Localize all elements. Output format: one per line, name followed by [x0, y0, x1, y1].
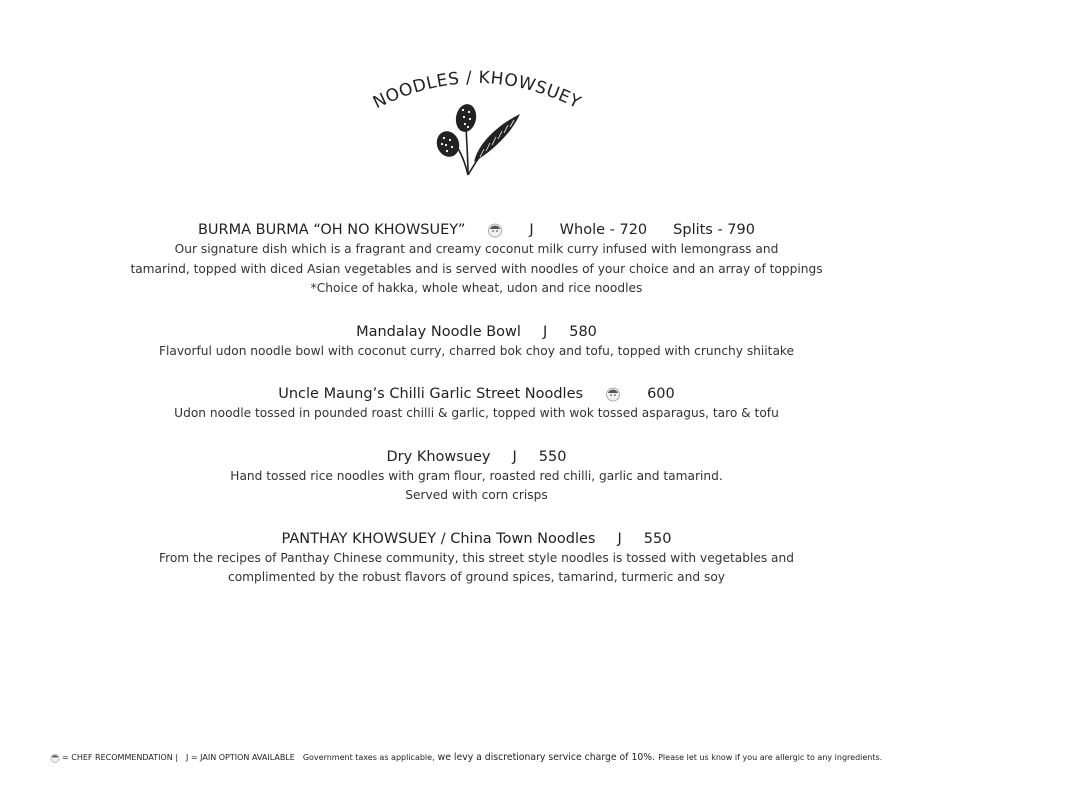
- item-price: 550: [643, 530, 672, 547]
- menu-item-title: [0, 447, 953, 467]
- leaf-branch-icon: [433, 102, 520, 175]
- menu-item-title: [0, 220, 953, 240]
- menu-item-title: [0, 384, 953, 404]
- jain-marker: J: [512, 448, 517, 465]
- section-title: NOODLES / KHOWSUEY: [370, 67, 585, 114]
- jain-marker: J: [542, 323, 548, 340]
- item-price: 580: [569, 323, 597, 340]
- jain-legend: J = JAIN OPTION AVAILABLE: [186, 753, 295, 762]
- item-description: Flavorful udon noodle bowl with coconut curry, charred bok choy and tofu, topped with crunchy shiitake: [158, 343, 795, 358]
- item-description: Our signature dish which is a fragrant and creamy coconut milk curry infused with lemongrass and: [174, 242, 779, 256]
- chef-recommendation-icon: [487, 222, 503, 238]
- menu-item-title: [0, 322, 953, 342]
- item-description: From the recipes of Panthay Chinese community, this street style noodles is tossed with vegetables and: [158, 550, 794, 565]
- menu-item: [0, 322, 953, 362]
- menu-item: [0, 220, 953, 299]
- tax-note: Government taxes as applicable,: [302, 753, 435, 762]
- menu-item: [0, 447, 953, 506]
- item-price-splits: Splits - 790: [673, 222, 755, 238]
- menu-list: [0, 220, 953, 611]
- item-name: Mandalay Noodle Bowl: [356, 323, 521, 340]
- menu-item-title: [0, 529, 953, 549]
- item-name: Uncle Maung’s Chilli Garlic Street Noodles: [278, 386, 584, 402]
- item-description: Hand tossed rice noodles with gram flour, roasted red chilli, garlic and tamarind.: [230, 468, 723, 483]
- item-description: complimented by the robust flavors of ground spices, tamarind, turmeric and soy: [228, 570, 725, 584]
- section-header: [362, 62, 592, 182]
- menu-item: [0, 384, 953, 424]
- chef-legend: = CHEF RECOMMENDATION |: [62, 753, 179, 762]
- allergy-note: Please let us know if you are allergic to any ingredients.: [658, 753, 883, 762]
- item-price-whole: Whole - 720: [559, 222, 648, 238]
- item-name: PANTHAY KHOWSUEY / China Town Noodles: [281, 530, 596, 547]
- item-name: Dry Khowsuey: [386, 448, 491, 465]
- item-price: 550: [538, 448, 567, 465]
- item-description: Served with corn crisps: [405, 488, 548, 502]
- item-description: tamarind, topped with diced Asian vegetables and is served with noodles of your choice and an array of toppings: [130, 261, 823, 276]
- service-charge-note: we levy a discretionary service charge of 10%.: [437, 752, 656, 763]
- chef-recommendation-icon: [50, 753, 60, 763]
- item-note: *Choice of hakka, whole wheat, udon and rice noodles: [310, 281, 643, 295]
- item-description: Udon noodle tossed in pounded roast chilli & garlic, topped with wok tossed asparagus, taro & tofu: [174, 406, 779, 420]
- item-price: 600: [647, 386, 675, 402]
- jain-marker: J: [617, 530, 622, 547]
- menu-item: [0, 529, 953, 588]
- section-header-graphic: [362, 62, 592, 182]
- footer-legend: [50, 752, 1030, 764]
- chef-recommendation-icon: [605, 386, 621, 402]
- jain-marker: J: [529, 222, 534, 238]
- item-name: BURMA BURMA “OH NO KHOWSUEY”: [197, 222, 466, 238]
